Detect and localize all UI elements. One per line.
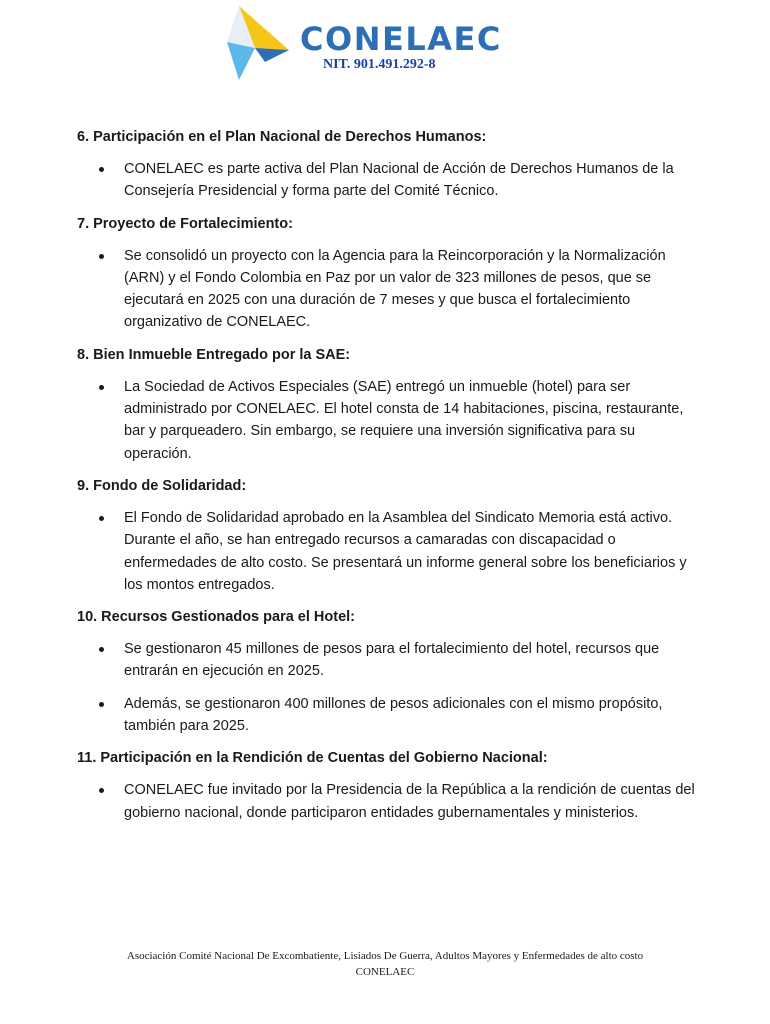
page-footer (60, 948, 710, 980)
list-item-text: Además, se gestionaron 400 millones de pesos adicionales con el mismo propósito, también para 2025. (124, 695, 663, 735)
list-item (77, 693, 697, 738)
section-title: 6. Participación en el Plan Nacional de Derechos Humanos: (77, 129, 487, 145)
bullet-list (77, 779, 697, 824)
list-item (77, 245, 697, 334)
section-title: 10. Recursos Gestionados para el Hotel: (77, 609, 356, 626)
bullet-list (77, 507, 697, 596)
bullet-icon (99, 788, 104, 793)
page-header (0, 0, 770, 95)
bullet-icon (99, 516, 104, 521)
section-title: 11. Participación en la Rendición de Cuentas del Gobierno Nacional: (77, 750, 548, 767)
list-item-text: CONELAEC es parte activa del Plan Nacional de Acción de Derechos Humanos de la Consejería Presidencial y forma parte del Comité Técnico. (124, 161, 674, 200)
list-item-text: CONELAEC fue invitado por la Presidencia de la República a la rendición de cuentas del gobierno nacional, donde participaron entidades gubernamentales y ministerios. (124, 782, 695, 821)
bullet-icon (99, 254, 104, 259)
list-item (77, 158, 697, 203)
bullet-list (77, 376, 697, 465)
conelaec-logo-icon (225, 4, 297, 82)
brand-name: CONELAEC (300, 20, 502, 58)
section-title: 9. Fondo de Solidaridad: (77, 477, 247, 494)
list-item (77, 507, 697, 596)
list-item (77, 376, 697, 465)
footer-acronym: CONELAEC (355, 966, 415, 978)
section-title: 8. Bien Inmueble Entregado por la SAE: (77, 346, 351, 363)
list-item (77, 638, 697, 683)
bullet-icon (99, 167, 104, 172)
bullet-list (77, 638, 697, 737)
bullet-icon (99, 702, 104, 707)
list-item-text: La Sociedad de Activos Especiales (SAE) entregó un inmueble (hotel) para ser administrado por CONELAEC. El hotel consta de 14 habitaciones, piscina, restaurante, bar y parqueadero. Sin embargo, se requiere una inversión significativa para su operación. (124, 378, 684, 462)
bullet-icon (99, 385, 104, 390)
bullet-list (77, 245, 697, 334)
list-item-text: Se gestionaron 45 millones de pesos para el fortalecimiento del hotel, recursos que entrarán en ejecución en 2025. (124, 641, 660, 680)
list-item (77, 779, 697, 824)
bullet-icon (99, 647, 104, 652)
bullet-list (77, 158, 697, 203)
list-item-text: Se consolidó un proyecto con la Agencia para la Reincorporación y la Normalización (ARN) y el Fondo Colombia en Paz por un valor de 323 millones de pesos, que se ejecutará en 2025 con una duración de 7 meses y que busca el fortalecimiento organizativo de CONELAEC. (124, 247, 666, 331)
nit-number: NIT. 901.491.292-8 (323, 57, 436, 72)
section-title: 7. Proyecto de Fortalecimiento: (77, 215, 293, 232)
list-item-text: El Fondo de Solidaridad aprobado en la Asamblea del Sindicato Memoria está activo. Durante el año, se han entregado recursos a camaradas con discapacidad o enfermedades de alto costo. Se presentará un informe general sobre los beneficiarios y los montos entregados. (124, 509, 687, 593)
footer-organization-name: Asociación Comité Nacional De Excombatiente, Lisiados De Guerra, Adultos Mayores y Enfermedades de alto costo (126, 950, 644, 962)
document-body (77, 126, 697, 834)
